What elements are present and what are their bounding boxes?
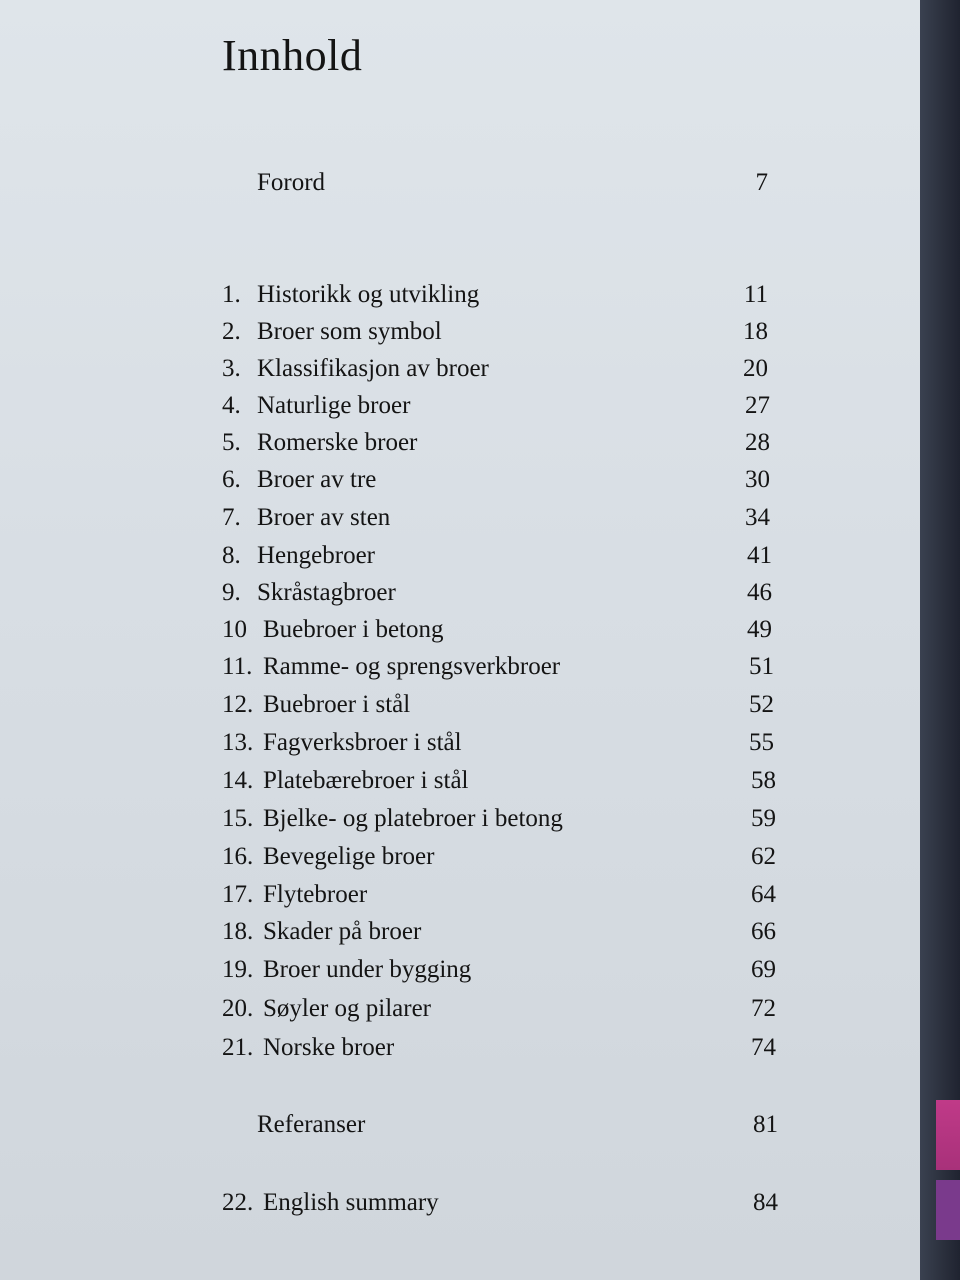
toc-entry-label: Buebroer i stål — [263, 691, 411, 718]
toc-entry-label: Søyler og pilarer — [263, 995, 432, 1022]
toc-entry-number: 9. — [222, 579, 241, 606]
toc-entry-forord — [222, 166, 778, 200]
toc-entry — [222, 613, 778, 647]
toc-entry-number: 7. — [222, 504, 241, 531]
toc-entry — [222, 802, 778, 836]
toc-entry-page: 11 — [743, 281, 768, 308]
toc-entry-number: 16. — [222, 843, 254, 870]
toc-entry-number: 21. — [222, 1034, 254, 1061]
toc-entry-number: 6. — [222, 466, 241, 493]
toc-entry-page: 58 — [751, 767, 776, 794]
toc-entry-page: 52 — [749, 691, 774, 718]
toc-entry-number: 1. — [222, 281, 241, 308]
toc-entry — [222, 576, 778, 610]
toc-entry-page: 49 — [747, 616, 772, 643]
page-title: Innhold — [222, 31, 363, 80]
toc-entry-label: English summary — [263, 1189, 439, 1216]
toc-entry-number: 10 — [222, 616, 247, 643]
toc-entry-number: 8. — [222, 542, 241, 569]
toc-entry-number: 18. — [222, 918, 254, 945]
toc-entry — [222, 915, 778, 949]
toc-entry-page: 69 — [751, 956, 776, 983]
toc-entry-page: 20 — [743, 355, 768, 382]
toc-entry-page: 72 — [751, 995, 776, 1022]
toc-entry-number: 5. — [222, 429, 241, 456]
toc-entry-number: 13. — [222, 729, 254, 756]
toc-entry-label: Buebroer i betong — [263, 616, 444, 643]
toc-entry-number: 12. — [222, 691, 254, 718]
toc-entry-label: Broer under bygging — [263, 956, 472, 983]
toc-entry-referanser — [222, 1108, 778, 1142]
toc-entry-label: Skader på broer — [263, 918, 422, 945]
toc-entry — [222, 278, 778, 312]
toc-entry-label: Fagverksbroer i stål — [263, 729, 462, 756]
toc-entry-page: 30 — [745, 466, 770, 493]
toc-entry — [222, 389, 778, 423]
toc-entry-label: Broer av sten — [257, 504, 391, 531]
toc-entry — [222, 650, 778, 684]
toc-entry-page: 62 — [751, 843, 776, 870]
toc-entry-english-summary — [222, 1186, 778, 1220]
toc-entry-page: 74 — [751, 1034, 776, 1061]
toc-entry-label: Ramme- og sprengsverkbroer — [263, 653, 561, 680]
toc-entry — [222, 1031, 778, 1065]
toc-entry-page: 34 — [745, 504, 770, 531]
toc-entry-page: 41 — [747, 542, 772, 569]
toc-entry-number: 2. — [222, 318, 241, 345]
book-cover-edge — [920, 0, 960, 1280]
toc-entry — [222, 315, 778, 349]
toc-entry-number: 4. — [222, 392, 241, 419]
toc-entry-label: Flytebroer — [263, 881, 368, 908]
toc-entry — [222, 840, 778, 874]
toc-entry — [222, 726, 778, 760]
toc-entry-label: Bevegelige broer — [263, 843, 435, 870]
toc-entry-number: 11. — [222, 653, 253, 680]
toc-entry-label: Naturlige broer — [257, 392, 411, 419]
toc-entry-page: 55 — [749, 729, 774, 756]
toc-entry-number: 15. — [222, 805, 254, 832]
toc-entry-page: 84 — [753, 1189, 778, 1216]
toc-entry-label: Broer som symbol — [257, 318, 442, 345]
toc-entry-page: 59 — [751, 805, 776, 832]
toc-entry-label: Broer av tre — [257, 466, 377, 493]
toc-entry-number: 20. — [222, 995, 254, 1022]
toc-entry — [222, 501, 778, 535]
toc-entry — [222, 463, 778, 497]
toc-entry-label: Referanser — [257, 1111, 366, 1138]
toc-entry-page: 64 — [751, 881, 776, 908]
toc-entry-number: 22. — [222, 1189, 254, 1216]
toc-entry-label: Historikk og utvikling — [257, 281, 480, 308]
toc-entry-page: 7 — [755, 169, 768, 196]
toc-entry-number: 3. — [222, 355, 241, 382]
toc-entry-label: Platebærebroer i stål — [263, 767, 469, 794]
toc-entry — [222, 352, 778, 386]
toc-entry — [222, 539, 778, 573]
toc-entry-label: Bjelke- og platebroer i betong — [263, 805, 563, 832]
toc-entry-label: Romerske broer — [257, 429, 418, 456]
toc-entry — [222, 992, 778, 1026]
toc-entry — [222, 688, 778, 722]
toc-entry-page: 81 — [753, 1111, 778, 1138]
toc-entry-number: 17. — [222, 881, 254, 908]
toc-entry-page: 66 — [751, 918, 776, 945]
toc-entry — [222, 878, 778, 912]
toc-entry-number: 19. — [222, 956, 254, 983]
cover-color-band — [936, 1100, 960, 1170]
cover-color-band — [936, 1180, 960, 1240]
toc-entry-label: Klassifikasjon av broer — [257, 355, 489, 382]
toc-entry-page: 27 — [745, 392, 770, 419]
toc-entry-number: 14. — [222, 767, 254, 794]
toc-entry-page: 51 — [749, 653, 774, 680]
toc-entry — [222, 426, 778, 460]
toc-entry-page: 18 — [743, 318, 768, 345]
toc-entry-label: Skråstagbroer — [257, 579, 396, 606]
toc-entry-page: 46 — [747, 579, 772, 606]
toc-entry-label: Hengebroer — [257, 542, 375, 569]
toc-entry-label: Forord — [257, 169, 326, 196]
toc-entry — [222, 764, 778, 798]
toc-entry — [222, 953, 778, 987]
toc-entry-page: 28 — [745, 429, 770, 456]
toc-entry-label: Norske broer — [263, 1034, 395, 1061]
